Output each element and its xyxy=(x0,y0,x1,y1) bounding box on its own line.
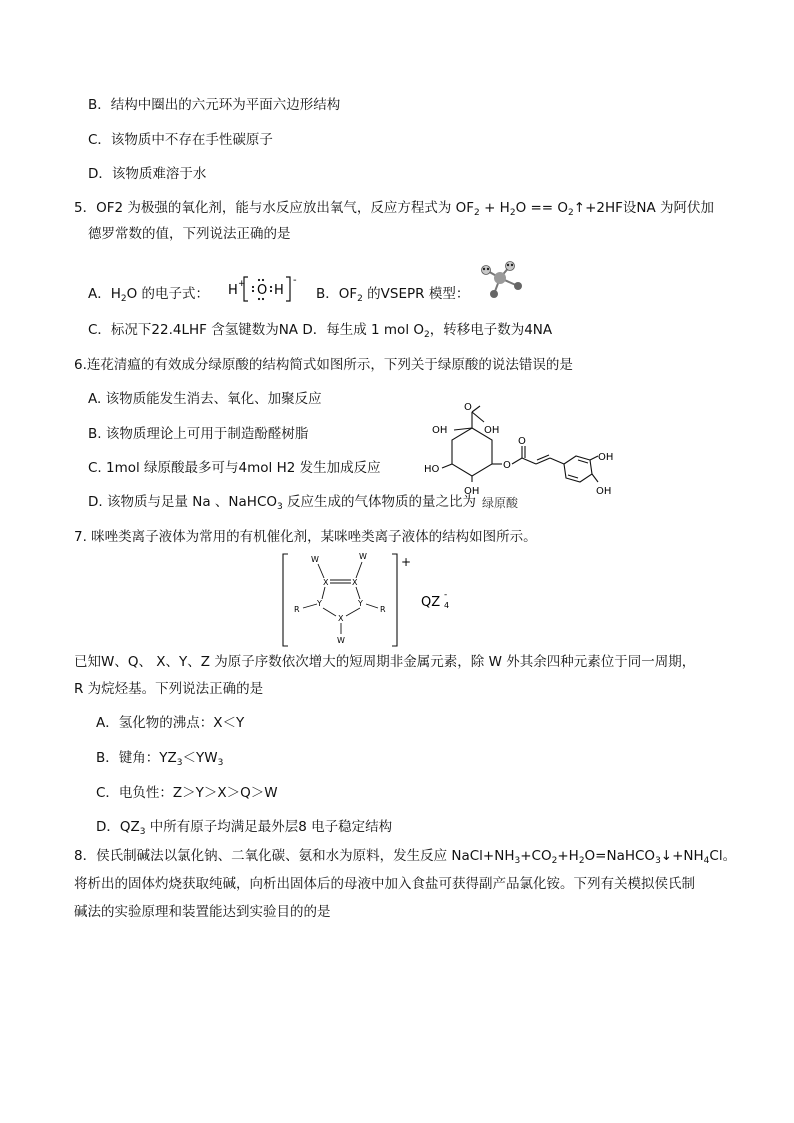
formula-h-left: H xyxy=(228,283,238,298)
ring-x-bottom: X xyxy=(338,614,344,623)
formula-o: O xyxy=(257,283,268,298)
q7-option-a: A．氢化物的沸点：X＜Y xyxy=(96,715,245,731)
q8-line1: 8．侯氏制碱法以氯化钠、二氧化碳、氨和水为原料，发生反应 $NaCl+NH_3+CO_2+H_2O=NaHCO_3↓+NH_4Cl$。 xyxy=(74,848,737,866)
sub-w-top-right: W xyxy=(359,552,367,561)
q7-option-d: D．$QZ_3$ 中所有原子均满足最外层8 电子稳定结构 xyxy=(96,819,393,837)
imidazolium-structure xyxy=(280,548,460,650)
q8-line2: 将析出的固体灼烧获取纯碱，向析出固体后的母液中加入食盐可获得副产品氯化铵。下列有关模拟侯氏制 xyxy=(74,876,695,892)
anion-label: QZ xyxy=(421,595,441,610)
q7-option-b: B．键角：$YZ_3<YW_3$ xyxy=(96,750,224,768)
q7-option-c: C．电负性：Z＞Y＞X＞Q＞W xyxy=(96,785,278,801)
q6-option-b: B. 该物质理论上可用于制造酚醛树脂 xyxy=(88,426,309,442)
q5-option-cd: C．标况下22.4LHF 含氢键数为NA D．每生成 1 mol $O_2$，转移电子数为4NA xyxy=(88,322,553,340)
anion-subscript: 4 xyxy=(444,601,450,610)
struct-carbonyl-o: O xyxy=(518,436,526,447)
formula-minus: - xyxy=(293,275,297,286)
struct-oh-bottom: OH xyxy=(464,486,480,497)
formula-plus: + xyxy=(238,279,246,289)
q6-option-d: D. 该物质与足量 Na 、NaHCO$_3$ 反应生成的气体物质的量之比为 xyxy=(88,494,477,512)
struct-ho-left: HO xyxy=(424,464,440,475)
q5-stem-line2: 德罗常数的值，下列说法正确的是 xyxy=(88,226,291,242)
struct-phenol-oh-2: OH xyxy=(596,486,612,497)
struct-ring-oh: OH xyxy=(432,425,448,436)
q5-option-b: B．$OF_2$ 的VSEPR 模型： xyxy=(316,286,470,304)
ring-y-left: Y xyxy=(317,599,322,608)
chlorogenic-acid-structure xyxy=(420,402,620,498)
sub-w-top-left: W xyxy=(311,555,319,564)
ring-x-top-left: X xyxy=(323,578,329,587)
q4-option-d: D．该物质难溶于水 xyxy=(88,166,207,182)
sub-r-right: R xyxy=(380,605,386,614)
q6-option-a: A. 该物质能发生消去、氧化、加聚反应 xyxy=(88,391,322,407)
struct-acid-oh: OH xyxy=(484,425,500,436)
formula-h-right: H xyxy=(274,283,284,298)
struct-phenol-oh-1: OH xyxy=(598,452,614,463)
q8-line3: 碱法的实验原理和装置能达到实验目的的是 xyxy=(74,904,331,920)
of2-vsepr-model-image xyxy=(476,258,528,300)
ring-x-top-right: X xyxy=(352,578,358,587)
sub-w-bottom: W xyxy=(337,636,345,645)
q6-overlap-label: 绿原酸 xyxy=(482,496,519,510)
struct-ester-o: O xyxy=(503,460,511,471)
ring-y-right: Y xyxy=(358,599,363,608)
q5-stem-line1: 5．OF2 为极强的氧化剂，能与水反应放出氧气，反应方程式为 $OF_2 + H_2O$ == $O_2↑+2HF$设NA 为阿伏加 xyxy=(74,200,715,218)
h2o-electron-formula xyxy=(226,272,302,306)
q7-stem: 7. 咪唑类离子液体为常用的有机催化剂，某咪唑类离子液体的结构如图所示。 xyxy=(74,529,537,545)
q6-option-c: C. 1mol 绿原酸最多可与4mol H2 发生加成反应 xyxy=(88,460,381,476)
anion-superscript: - xyxy=(444,590,448,600)
q5-option-a: A．$H_2O$ 的电子式： xyxy=(88,286,210,304)
q6-stem: 6.连花清瘟的有效成分绿原酸的结构简式如图所示，下列关于绿原酸的说法错误的是 xyxy=(74,357,573,373)
cation-plus: + xyxy=(401,555,412,569)
q4-option-c: C．该物质中不存在手性碳原子 xyxy=(88,132,273,148)
q7-body-line1: 已知W、Q、 X、Y、Z 为原子序数依次增大的短周期非金属元素，除 W 外其余四种元素位于同一周期， xyxy=(74,654,696,670)
q7-body-line2: R 为烷烃基。下列说法正确的是 xyxy=(74,681,264,697)
q4-option-b: B．结构中圈出的六元环为平面六边形结构 xyxy=(88,97,341,113)
struct-oxygen-top: O xyxy=(464,402,472,413)
sub-r-left: R xyxy=(294,605,300,614)
